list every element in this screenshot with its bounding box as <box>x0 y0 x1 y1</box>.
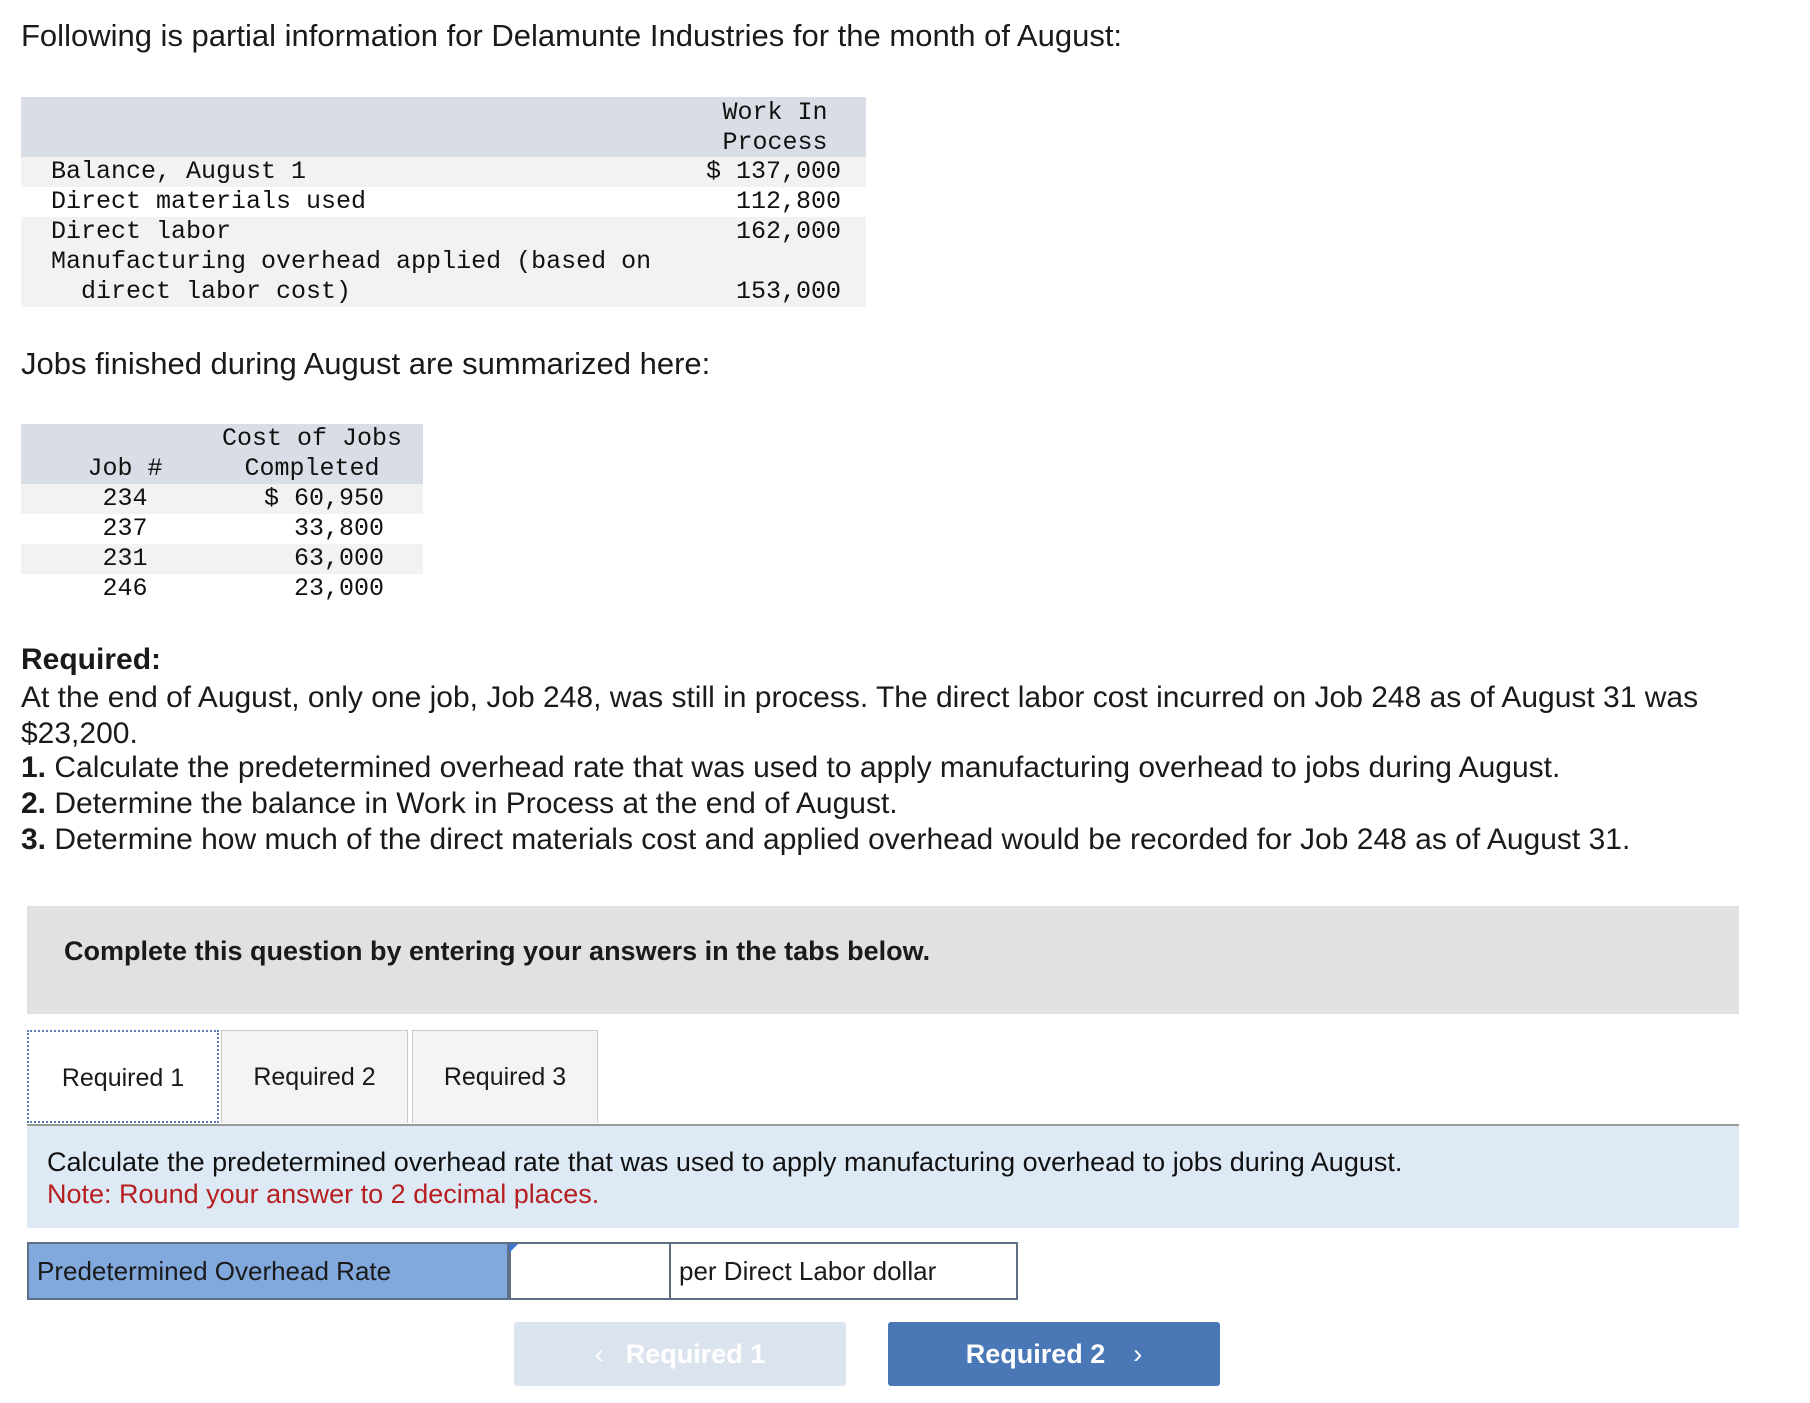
required-item-text: Calculate the predetermined overhead rate that was used to apply manufacturing overhead to jobs during August. <box>54 751 1561 784</box>
wip-row-label: Direct labor <box>51 217 232 246</box>
next-required-button[interactable] <box>888 1322 1220 1386</box>
job-number: 246 <box>102 574 148 603</box>
wip-header-line1: Work In <box>722 98 828 127</box>
wip-row-value: 153,000 <box>735 277 841 306</box>
job-cost: 33,800 <box>293 514 384 543</box>
prev-required-button[interactable] <box>514 1322 846 1386</box>
wip-row-label: Manufacturing overhead applied (based on <box>51 247 652 276</box>
job-number: 234 <box>102 484 148 513</box>
tab-required-2[interactable]: Required 2 <box>221 1030 408 1123</box>
required-item-text: Determine how much of the direct materials cost and applied overhead would be recorded for Job 248 as of August 31. <box>54 823 1631 856</box>
required-title: Required: <box>21 643 162 676</box>
required-item-text: Determine the balance in Work in Process at the end of August. <box>54 787 898 820</box>
jobs-col2-header-line1: Cost of Jobs <box>221 424 403 453</box>
jobs-col2-header-line2: Completed <box>244 454 380 483</box>
job-cost: $ 60,950 <box>263 484 384 513</box>
tab-instruction-text: Calculate the predetermined overhead rate that was used to apply manufacturing overhead to jobs during August. <box>47 1147 1403 1177</box>
required-item <box>21 750 1630 786</box>
wip-row-label: Balance, August 1 <box>51 157 307 186</box>
prev-button-label: Required 1 <box>625 1339 766 1369</box>
wip-column-header <box>700 98 850 158</box>
required-list <box>21 750 1630 858</box>
input-marker-icon <box>509 1244 518 1253</box>
required-item <box>21 786 1630 822</box>
banner-text: Complete this question by entering your answers in the tabs below. <box>64 936 931 966</box>
wip-header-line2: Process <box>722 128 828 157</box>
wip-row-value: 162,000 <box>735 217 841 246</box>
tab-instruction-note: Note: Round your answer to 2 decimal places. <box>47 1179 600 1209</box>
wip-row-value: $ 137,000 <box>705 157 841 186</box>
required-item-num: 2. <box>21 787 47 820</box>
intro-text: Following is partial information for Delamunte Industries for the month of August: <box>21 18 1123 53</box>
tab-required-1[interactable]: Required 1 <box>27 1030 219 1123</box>
next-button-label: Required 2 <box>965 1339 1106 1369</box>
wip-row-label: Direct materials used <box>51 187 367 216</box>
answer-label: Predetermined Overhead Rate <box>27 1242 509 1300</box>
required-item-num: 3. <box>21 823 47 856</box>
required-text: At the end of August, only one job, Job 248, was still in process. The direct labor cost incurred on Job 248 as of August 31 was $23,200. <box>21 681 1699 750</box>
required-item-num: 1. <box>21 751 47 784</box>
job-number: 237 <box>102 514 148 543</box>
answer-unit: per Direct Labor dollar <box>671 1242 1018 1300</box>
overhead-rate-input[interactable] <box>509 1242 671 1300</box>
job-cost: 63,000 <box>293 544 384 573</box>
jobs-col1-header: Job # <box>87 454 163 483</box>
job-number: 231 <box>102 544 148 573</box>
job-cost: 23,000 <box>293 574 384 603</box>
wip-row-label-cont: direct labor cost) <box>81 277 352 306</box>
tab-required-3[interactable]: Required 3 <box>412 1030 598 1123</box>
jobs-intro-text: Jobs finished during August are summarized here: <box>21 346 711 381</box>
required-item <box>21 822 1630 858</box>
chevron-right-icon: › <box>1133 1339 1143 1369</box>
wip-row-value: 112,800 <box>735 187 841 216</box>
chevron-left-icon: ‹ <box>594 1339 604 1369</box>
